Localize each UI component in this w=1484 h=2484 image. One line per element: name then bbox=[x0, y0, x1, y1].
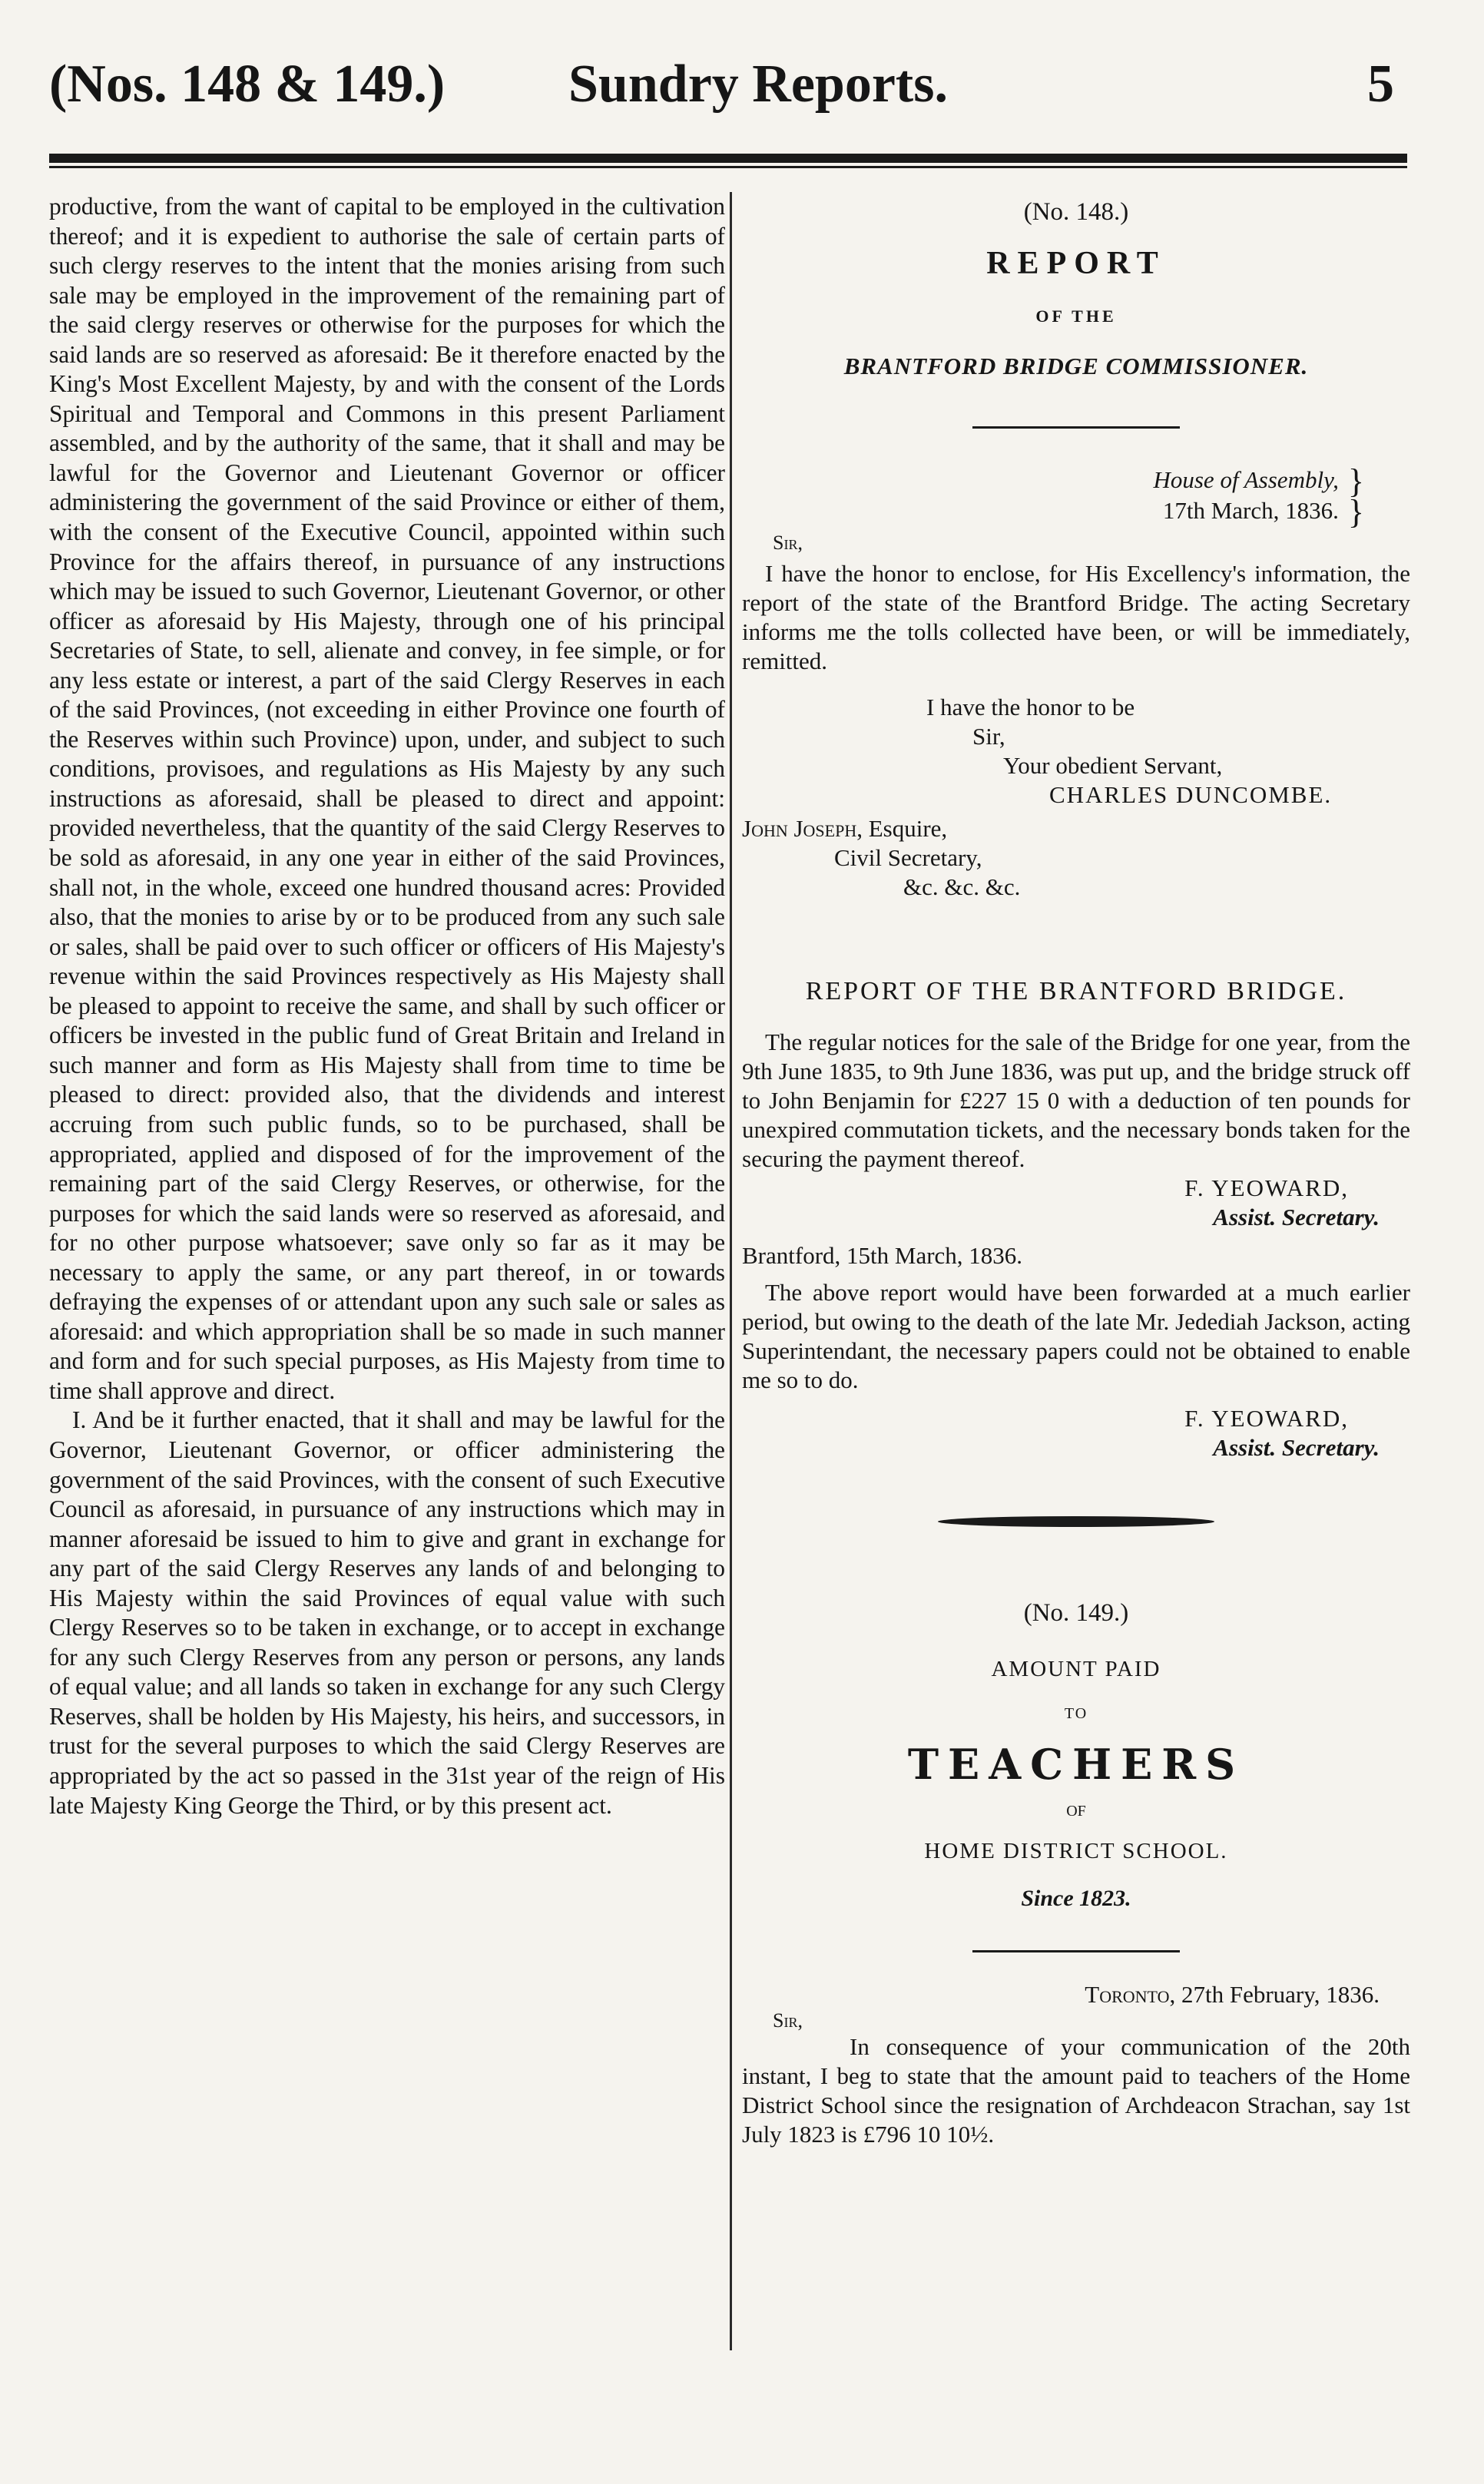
report-148-title: REPORT bbox=[986, 246, 1166, 281]
report-149-line-6: Since 1823. bbox=[1021, 1886, 1131, 1911]
bridge-report-dated: Brantford, 15th March, 1836. bbox=[742, 1242, 1023, 1269]
page-header bbox=[0, 40, 1484, 124]
bridge-report-text: The regular notices for the sale of the Bridge for one year, from the 9th June 1835, to 9th June 1836, was put up, and the bridge struck off to John Benjamin for £227 15 0 with a deduction of ten pounds for unexpired commutation tickets, and the necessary bonds taken for the securing the payment thereof. bbox=[742, 1028, 1410, 1172]
header-report-numbers: (Nos. 148 & 149.) bbox=[49, 55, 446, 114]
brace-glyph-2: } bbox=[1347, 493, 1364, 531]
section-rule bbox=[972, 426, 1180, 429]
letter-closing-1: I have the honor to be bbox=[926, 694, 1135, 720]
right-column bbox=[742, 192, 1410, 2149]
report-149-salutation: Sir, bbox=[773, 2009, 803, 2032]
letter-closing-2: Sir, bbox=[972, 723, 1005, 750]
letter-date: 17th March, 1836. bbox=[1162, 497, 1339, 524]
report-149-dateline bbox=[742, 1980, 1410, 2009]
letter-body: I have the honor to enclose, for His Excellency's information, the report of the state of the Brantford Bridge. The acting Secretary informs me the tolls collected have been, or will be immediately, remitted. bbox=[742, 560, 1410, 674]
ornament-divider bbox=[938, 1516, 1214, 1527]
report-149-line-2: TO bbox=[1064, 1705, 1088, 1722]
addressee-title: Civil Secretary, bbox=[834, 844, 982, 871]
letter-dateline bbox=[742, 462, 1410, 531]
bridge-report-signer-title: Assist. Secretary. bbox=[1213, 1204, 1380, 1230]
header-title: Sundry Reports. bbox=[568, 55, 948, 114]
report-149-place: Toronto, bbox=[1085, 1981, 1176, 2008]
statute-paragraph-2: I. And be it further enacted, that it shall and may be lawful for the Governor, Lieutenant Governor, or officer administering the government of the said Provinces, with the consent of such Executive Council as aforesaid, in pursuance of any instructions which may in manner aforesaid be issued to him to give and grant in exchange for any part of the said Clergy Reserves any lands of and belonging to His Majesty within the said Provinces of equal value with such Clergy Reserves so to be taken in exchange, or to accept in exchange for any such Clergy Reserves from any person or persons, any lands of equal value; and all lands so taken in exchange for any such Clergy Reserves, shall be holden by His Majesty, his heirs, and successors, in trust for the several purposes to which the said Clergy Reserves are appropriated by the act so passed in the 31st year of the reign of His late Majesty King George the Third, or by this present act. bbox=[49, 1406, 725, 1819]
left-column bbox=[49, 192, 725, 1820]
bridge-report-signer-title-2: Assist. Secretary. bbox=[1213, 1434, 1380, 1461]
letter-closing-3: Your obedient Servant, bbox=[1003, 752, 1223, 779]
letter-salutation: Sir, bbox=[773, 532, 803, 554]
letter-signature: CHARLES DUNCOMBE. bbox=[1049, 781, 1333, 808]
bridge-report-heading: REPORT OF THE BRANTFORD BRIDGE. bbox=[805, 977, 1347, 1005]
report-149-number: (No. 149.) bbox=[1023, 1599, 1129, 1627]
report-148-number: (No. 148.) bbox=[1023, 198, 1129, 226]
letter-location: House of Assembly, bbox=[1153, 466, 1339, 493]
report-149-text: In consequence of your communication of the 20th instant, I beg to state that the amount paid to teachers of the Home District School since the resignation of Archdeacon Strachan, say 1st July 1823 is £796 10 10½. bbox=[742, 2033, 1410, 2148]
bridge-report-signer: F. YEOWARD, bbox=[1184, 1174, 1349, 1201]
report-149-date: 27th February, 1836. bbox=[1181, 1981, 1380, 2008]
addressee-name: John Joseph, bbox=[742, 815, 863, 842]
addressee-suffix: Esquire, bbox=[868, 815, 948, 842]
report-149-line-5: HOME DISTRICT SCHOOL. bbox=[924, 1839, 1228, 1863]
bridge-report-signer-2: F. YEOWARD, bbox=[1184, 1405, 1349, 1432]
report-149-line-3: TEACHERS bbox=[907, 1740, 1245, 1789]
addressee-line bbox=[742, 814, 1410, 843]
left-column-text bbox=[49, 192, 725, 1820]
addressee-etc: &c. &c. &c. bbox=[903, 873, 1021, 900]
report-149-line-4: OF bbox=[1066, 1803, 1086, 1820]
report-149-line-1: AMOUNT PAID bbox=[991, 1657, 1161, 1681]
section-rule-2 bbox=[972, 1950, 1180, 1952]
statute-paragraph-1: productive, from the want of capital to be employed in the cultivation thereof; and it is expedient to authorise the sale of certain parts of such clergy reserves to the intent that the monies arising from such sale may be employed in the improvement of the remaining part of the said clergy reserves or otherwise for the purposes for which the said lands are so reserved as aforesaid: Be it therefore enacted by the King's Most Excellent Majesty, by and with the consent of the Lords Spiritual and Temporal and Commons in this present Parliament assembled, and by the authority of the same, that it shall and may be lawful for the Governor and Lieutenant Governor or officer administering the government of the said Province or either of them, with the consent of the Executive Council, appointed within such Province for the affairs thereof, in pursuance of any instructions which may be issued to such Governor, Lieutenant Governor, or other officer as aforesaid by His Majesty, through one of his principal Secretaries of State, to sell, alienate and convey, in fee simple, or for any less estate or interest, a part of the said Clergy Reserves in each of the said Provinces, (not exceeding in either Province one fourth of the Reserves within such Province) upon, under, and subject to such conditions, provisoes, and regulations as His Majesty by any such instructions as aforesaid, shall be pleased to direct and appoint: provided nevertheless, that the quantity of the said Clergy Reserves to be sold as aforesaid, in any one year in either of the said Provinces, shall not, in the whole, exceed one hundred thousand acres: Provided also, that the monies to arise by or to be produced from any such sale or sales, shall be paid over to such officer or officers of His Majesty's revenue within the said Provinces respectively as His Majesty shall be pleased to appoint to receive the same, and shall by such officer or officers be invested in the public fund of Great Britain and Ireland in such manner and form as His Majesty shall from time to time be pleased to direct: provided also, that the dividends and interest accruing from such public funds, so to be purchased, shall be appropriated, applied and disposed of for the improvement of the remaining part of the said Clergy Reserves, or otherwise, for the purposes for which the said lands were so reserved as aforesaid, and for no other purpose whatsoever; save only so far as it may be necessary to apply the same, or any part thereof, in or towards defraying the expenses of or attendant upon any such sale or sales as aforesaid: and which appropriation shall be so made in such manner and form and for such special purposes, as His Majesty from time to time shall approve and direct. bbox=[49, 193, 725, 1404]
brace-glyph: } bbox=[1347, 462, 1364, 500]
bridge-report-note: The above report would have been forwarded at a much earlier period, but owing to the death of the late Mr. Jedediah Jackson, acting Superintendant, the necessary papers could not be obtained to enable me so to do. bbox=[742, 1279, 1410, 1393]
report-148-subtitle: BRANTFORD BRIDGE COMMISSIONER. bbox=[843, 353, 1309, 379]
header-rule bbox=[49, 154, 1407, 163]
page-number: 5 bbox=[1367, 55, 1394, 114]
report-148-of-the: OF THE bbox=[1035, 306, 1117, 326]
header-rule-thin bbox=[49, 166, 1407, 168]
column-divider bbox=[730, 192, 732, 2350]
